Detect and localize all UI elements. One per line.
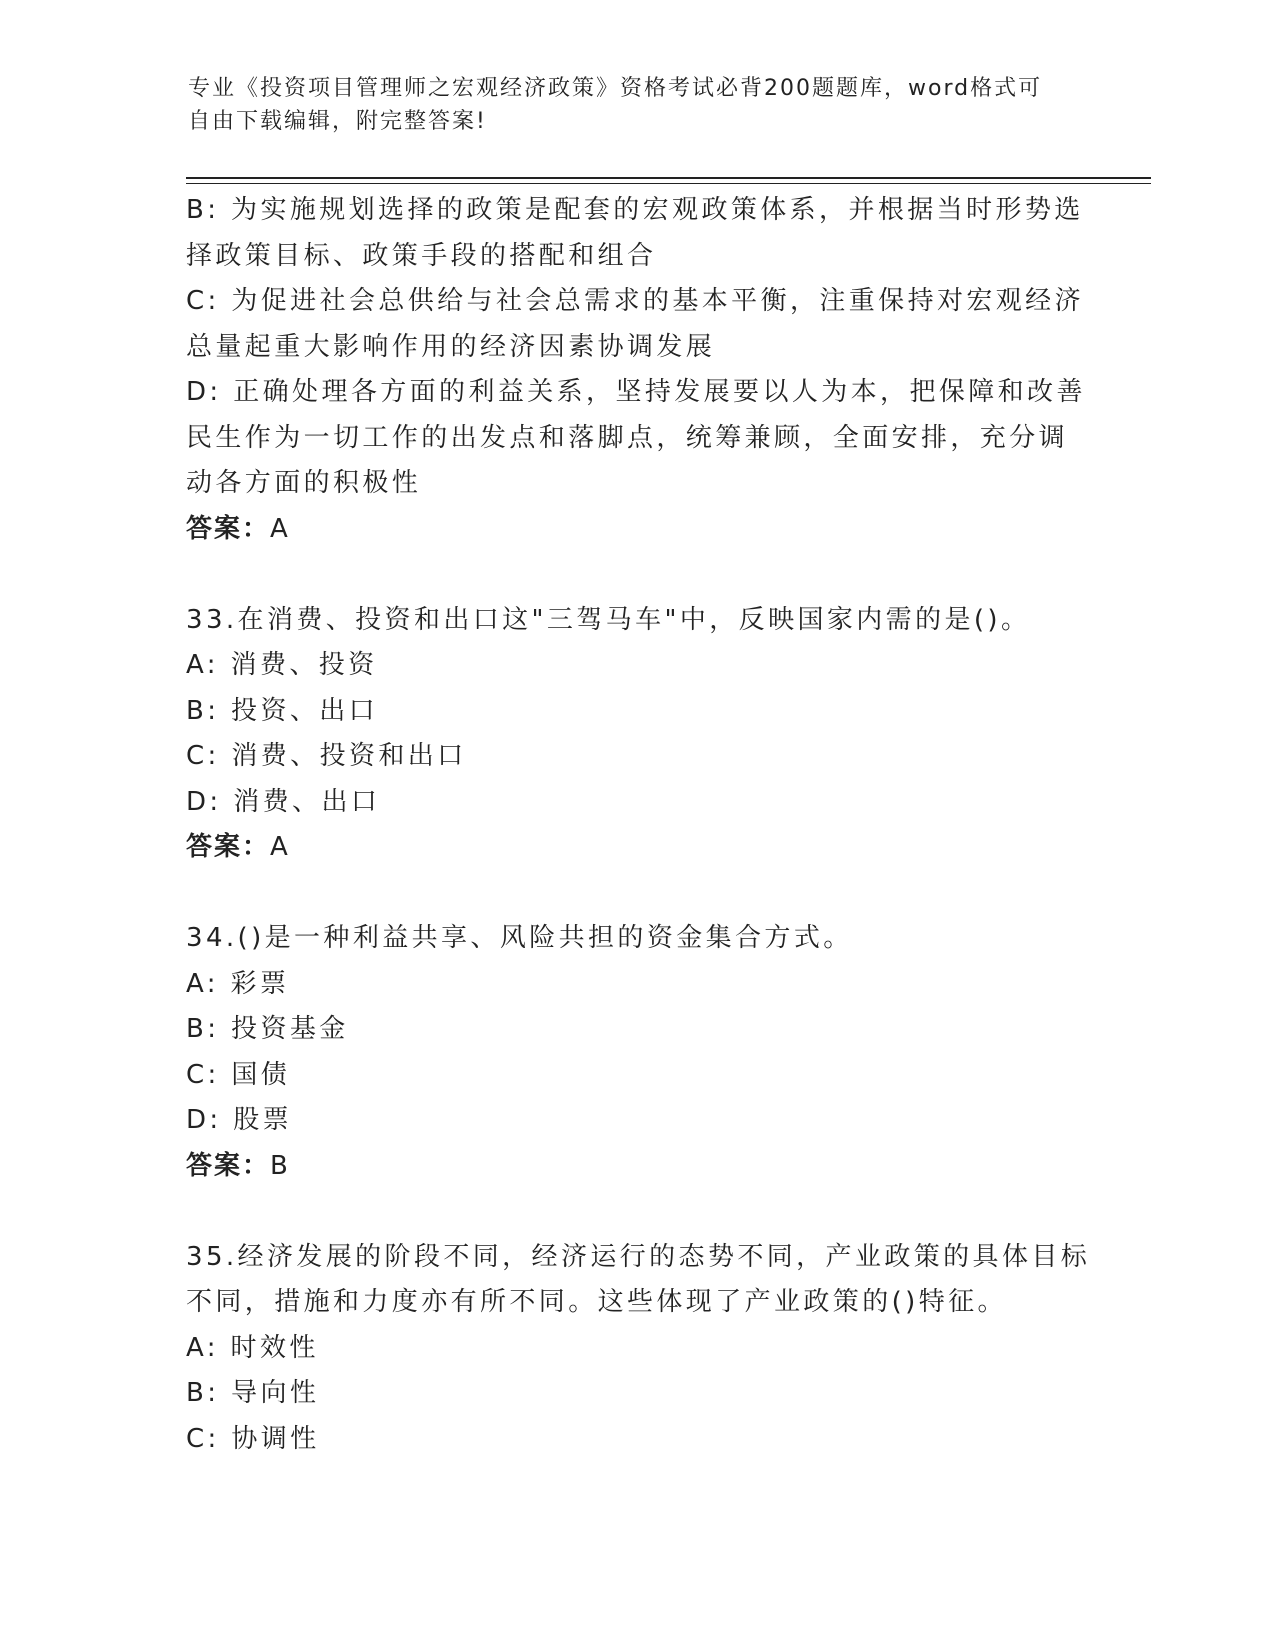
answer-value: A <box>270 832 290 862</box>
option-b: B: 投资、出口 <box>186 695 379 726</box>
answer-line <box>186 1144 1086 1190</box>
document-header <box>188 72 1068 138</box>
answer-line <box>186 507 1086 553</box>
header-divider-thin <box>186 183 1151 184</box>
option-d: D: 正确处理各方面的利益关系，坚持发展要以人为本，把保障和改善 <box>186 377 1086 407</box>
answer-value: A <box>270 513 290 544</box>
option-b-continued: 择政策目标、政策手段的搭配和组合 <box>186 240 657 271</box>
option-a: A: 消费、投资 <box>186 650 378 680</box>
question-33-block <box>186 598 1086 871</box>
option-d: D: 消费、出口 <box>186 786 381 817</box>
question-35-block <box>186 1235 1091 1463</box>
option-b: B: 为实施规划选择的政策是配套的宏观政策体系，并根据当时形势选 <box>186 195 1084 225</box>
option-c: C: 消费、投资和出口 <box>186 741 467 771</box>
question-stem: 35.经济发展的阶段不同，经济运行的态势不同，产业政策的具体目标 <box>186 1241 1091 1272</box>
question-34-block <box>186 916 1086 1189</box>
option-c: C: 协调性 <box>186 1423 320 1454</box>
option-a: A: 彩票 <box>186 968 290 999</box>
option-d: D: 股票 <box>186 1105 293 1135</box>
option-b: B: 导向性 <box>186 1378 320 1408</box>
answer-value: B <box>270 1150 290 1181</box>
question-stem: 33.在消费、投资和出口这"三驾马车"中，反映国家内需的是()。 <box>186 604 1031 635</box>
question-stem: 34.()是一种利益共享、风险共担的资金集合方式。 <box>186 923 853 953</box>
option-d-continued: 民生作为一切工作的出发点和落脚点，统筹兼顾，全面安排，充分调 <box>186 422 1069 453</box>
option-c-continued: 总量起重大影响作用的经济因素协调发展 <box>186 331 716 362</box>
option-b: B: 投资基金 <box>186 1014 349 1044</box>
question-32-block <box>186 188 1086 552</box>
option-c: C: 为促进社会总供给与社会总需求的基本平衡，注重保持对宏观经济 <box>186 286 1084 316</box>
header-divider-thick <box>186 177 1151 179</box>
header-title-line-2: 自由下载编辑，附完整答案! <box>188 109 487 134</box>
option-c: C: 国债 <box>186 1059 291 1090</box>
header-title-line-1: 专业《投资项目管理师之宏观经济政策》资格考试必背200题题库，word格式可 <box>188 76 1043 101</box>
answer-label: 答案： <box>186 513 271 544</box>
question-stem-continued: 不同，措施和力度亦有所不同。这些体现了产业政策的()特征。 <box>186 1287 1007 1317</box>
answer-line <box>186 825 1086 871</box>
document-body <box>186 188 1091 1462</box>
answer-label: 答案： <box>186 832 271 862</box>
option-d-continued: 动各方面的积极性 <box>186 468 422 498</box>
answer-label: 答案： <box>186 1150 271 1181</box>
option-a: A: 时效性 <box>186 1332 319 1363</box>
